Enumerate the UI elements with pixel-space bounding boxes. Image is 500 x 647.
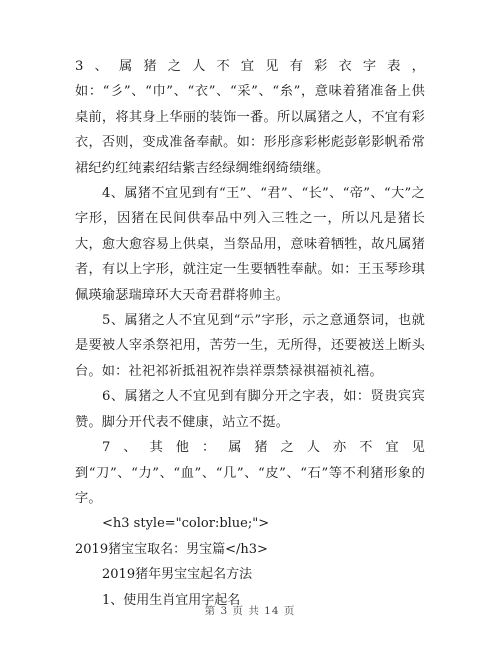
paragraph-rule-4: 4、属猪不宜见到有“王”、“君”、“长”、“帝”、“大”之字形，因猪在民间供奉品中列入三牲之一，所以凡是猪长大，愈大愈容易上供桌，当祭品用，意味着牺牲，故凡属猪者，有以上字形，就注定一生要牺牲奉献。如：王玉琴珍琪佩瑛瑜瑟瑞璋环大天奇君群将帅主。 <box>75 186 425 303</box>
page-number-footer: 第 3 页 共 14 页 <box>204 605 296 617</box>
paragraph-rule-5: 5、属猪之人不宜见到“示”字形，示之意通祭词，也就是要被人宰杀祭祀用，苦劳一生，无所得，还要被送上断头台。如：社祀祁祈抵祖祝祚祟祥票禁禄祺福祯礼禧。 <box>75 313 425 379</box>
document-body <box>75 54 425 613</box>
paragraph-rule-7: 7、其他：属猪之人亦不宜见到“刀”、“力”、“血”、“几”、“皮”、“石”等不利猪形象的字。 <box>75 440 425 506</box>
method-item-1: 1、使用生肖宜用字起名 <box>102 592 241 608</box>
section-heading-line: 2019猪宝宝取名：男宝篇</h3> <box>75 541 268 557</box>
paragraph-rule-3: 3、属猪之人不宜见有彩衣字表，如：“彡”、“巾”、“衣”、“采”、“糸”，意味着猪准备上供桌前，将其身上华丽的装饰一番。所以属猪之人，不宜有彩衣，否则，变成准备奉献。如：形彤彦彩彬彪彭彰影帆希常裙纪约红纯素绍结紫吉经绿绸维纲绮绩继。 <box>75 59 425 176</box>
section-subtitle: 2019猪年男宝宝起名方法 <box>102 567 253 583</box>
html-tag-line: <h3 style="color:blue;"> <box>102 516 270 532</box>
paragraph-rule-6: 6、属猪之人不宜见到有脚分开之字表，如：贤贵宾宾赞。脚分开代表不健康，站立不挺。 <box>75 389 425 430</box>
